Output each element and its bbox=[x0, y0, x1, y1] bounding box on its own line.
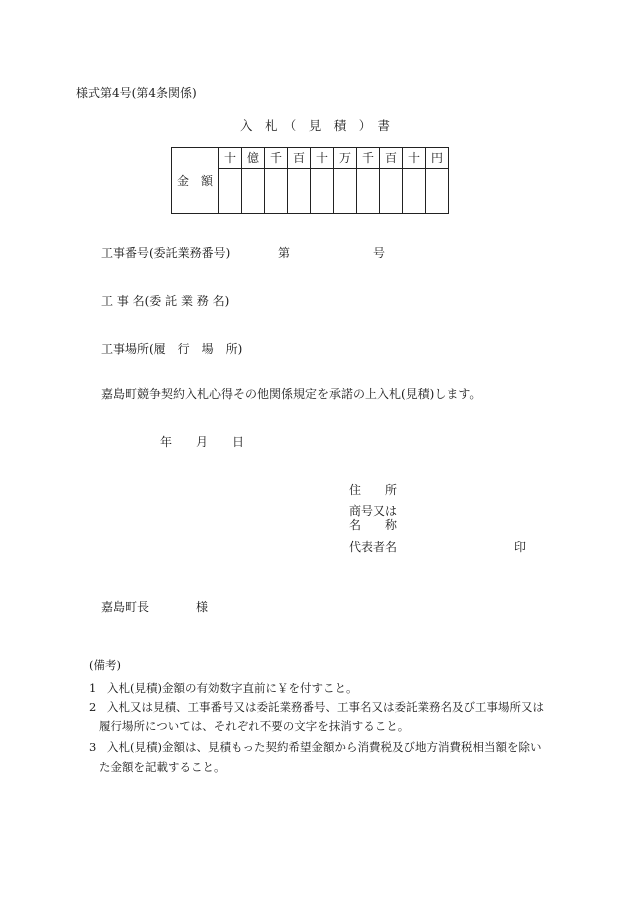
company-name-label: 名 称 bbox=[349, 518, 398, 532]
amount-digit-cell[interactable] bbox=[242, 169, 265, 214]
digit-header: 十 bbox=[403, 148, 426, 169]
digit-header: 十 bbox=[311, 148, 334, 169]
amount-label: 金 額 bbox=[172, 148, 219, 214]
company-name-label: 商号又は bbox=[349, 504, 398, 518]
document-title: 入 札 （ 見 積 ） 書 bbox=[239, 118, 390, 133]
remarks-heading: (備考) bbox=[89, 658, 121, 672]
remark-text: た金額を記載すること。 bbox=[99, 760, 226, 774]
construction-place-label: 工事場所(履 行 場 所) bbox=[101, 342, 243, 356]
construction-number-suffix: 号 bbox=[373, 246, 386, 260]
addressee-honorific: 様 bbox=[196, 600, 209, 614]
date-day-label: 日 bbox=[232, 435, 245, 449]
amount-digit-cell[interactable] bbox=[288, 169, 311, 214]
amount-digit-cell[interactable] bbox=[265, 169, 288, 214]
digit-header: 千 bbox=[265, 148, 288, 169]
digit-header: 万 bbox=[334, 148, 357, 169]
amount-digit-cell[interactable] bbox=[311, 169, 334, 214]
remark-number: 1 bbox=[89, 681, 97, 695]
construction-number-prefix: 第 bbox=[278, 246, 291, 260]
address-label: 住 所 bbox=[349, 483, 398, 497]
amount-digit-cell[interactable] bbox=[403, 169, 426, 214]
date-month-label: 月 bbox=[196, 435, 209, 449]
amount-digit-cell[interactable] bbox=[219, 169, 242, 214]
digit-header: 千 bbox=[357, 148, 380, 169]
remark-text: 履行場所については、それぞれ不要の文字を抹消すること。 bbox=[99, 719, 410, 733]
remark-number: 2 bbox=[89, 700, 97, 714]
date-year-label: 年 bbox=[160, 435, 173, 449]
construction-name-label: 工 事 名(委 託 業 務 名) bbox=[101, 294, 230, 308]
amount-digit-cell[interactable] bbox=[334, 169, 357, 214]
remark-number: 3 bbox=[89, 740, 97, 754]
remark-text: 入札(見積)金額は、見積もった契約希望金額から消費税及び地方消費税相当額を除い bbox=[107, 740, 542, 754]
seal-mark: 印 bbox=[514, 540, 527, 554]
remark-text: 入札(見積)金額の有効数字直前に￥を付すこと。 bbox=[107, 681, 358, 695]
addressee-name: 嘉島町長 bbox=[101, 600, 150, 614]
digit-header: 億 bbox=[242, 148, 265, 169]
representative-label: 代表者名 bbox=[349, 540, 398, 554]
amount-digit-cell[interactable] bbox=[357, 169, 380, 214]
amount-digit-cell[interactable] bbox=[426, 169, 449, 214]
digit-header: 百 bbox=[288, 148, 311, 169]
digit-header: 十 bbox=[219, 148, 242, 169]
construction-number-label: 工事番号(委託業務番号) bbox=[101, 246, 231, 260]
form-number: 様式第4号(第4条関係) bbox=[76, 86, 197, 100]
declaration-text: 嘉島町競争契約入札心得その他関係規定を承諾の上入札(見積)します。 bbox=[101, 387, 482, 401]
amount-digit-cell[interactable] bbox=[380, 169, 403, 214]
digit-header: 円 bbox=[426, 148, 449, 169]
amount-table bbox=[171, 147, 449, 214]
remark-text: 入札又は見積、工事番号又は委託業務番号、工事名又は委託業務名及び工事場所又は bbox=[107, 700, 544, 714]
digit-header: 百 bbox=[380, 148, 403, 169]
